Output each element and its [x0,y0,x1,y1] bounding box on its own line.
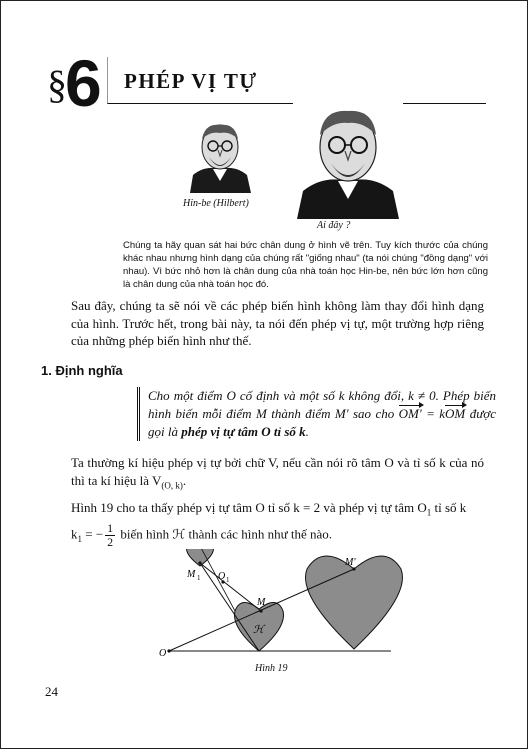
definition-box [137,387,496,441]
portrait-right-caption: Ai đây ? [317,220,351,231]
portrait-left-caption: Hin-be (Hilbert) [183,198,249,209]
vector-om-prime: OM' [398,406,422,421]
notation-text: Ta thường kí hiệu phép vị tự bởi chữ V, nếu cần nói rõ tâm O và tỉ số k của nó thì ta kí hiệu là V [71,455,484,488]
figref-sub-k1: 1 [77,534,82,545]
notation-subscript: (O, k) [161,480,183,491]
label-m-prime: M' [345,557,356,568]
paragraph-intro: Sau đây, chúng ta sẽ nói về các phép biến hình không làm thay đổi hình dạng của hình. Trước hết, trong bài này, ta nói đến phép vị tự, một trường hợp riêng của những phép biến hình như thế. [71,298,484,348]
fraction-one-half [105,522,115,549]
figure-caption: Hình 19 [255,663,288,674]
label-o1-sub: 1 [226,576,230,584]
intro-paragraph: Chúng ta hãy quan sát hai bức chân dung ở hình vẽ trên. Tuy kích thước của chúng khác nhau nhưng hình dạng của chúng rất "giống nhau" (ta nói chúng "đồng dạng" với nhau). Vì bức nhỏ hơn là chân dung của nhà toán học Hin-be, nên bức lớn hơn cũng là chân dung của nhà toán học đó. [123,240,488,290]
definition-text-1: Cho một điểm O cố định và một số k không đổi, k ≠ 0. Phép biến hình biến mỗi điểm M thành điểm M' sao cho [148,388,496,421]
paragraph-figure-ref: Hình 19 cho ta thấy phép vị tự tâm O tỉ số k = 2 và phép vị tự tâm $O_1$ tỉ số k $k_1$ = − $\frac{1}{2}$ biến hình ℋ thành các hình như thế nào. [71,500,467,550]
page-title: PHÉP VỊ TỰ [124,69,258,93]
label-m1-sub: 1 [197,574,201,582]
hilbert-portrait-large [293,101,403,219]
title-bar [107,57,486,104]
figref-text-4: biến hình ℋ thành các hình như thế nào. [117,526,333,542]
figref-sub-o1: 1 [426,507,432,518]
label-m1: M [187,569,196,580]
section-symbol: § [47,62,67,107]
section-marker [45,46,105,120]
figref-text-1: Hình 19 cho ta thấy phép vị tự tâm O tỉ số k = 2 và phép vị tự tâm O [71,500,427,515]
notation-end: . [182,472,187,488]
definition-end: . [305,424,309,439]
hilbert-portrait-small [185,119,255,193]
vector-om: OM [445,406,466,421]
definition-term: phép vị tự tâm O tỉ số k [181,424,306,439]
fraction-denominator: 2 [107,535,114,550]
definition-equals: = k [421,406,446,421]
label-m: M [257,597,266,608]
figref-text-2: tỉ số k [431,500,467,515]
page-number: 24 [45,684,58,699]
label-o: O [159,648,167,659]
label-o1: O [218,571,226,582]
figref-text-3: = − [82,526,104,542]
definition-text-2: được gọi là [148,406,496,439]
section-number: 6 [65,46,100,120]
label-h: ℋ [253,624,264,636]
heading-definition: 1. Định nghĩa [41,363,123,378]
paragraph-notation [71,454,484,495]
figure-19-diagram [151,549,411,661]
fraction-numerator: 1 [107,521,114,536]
